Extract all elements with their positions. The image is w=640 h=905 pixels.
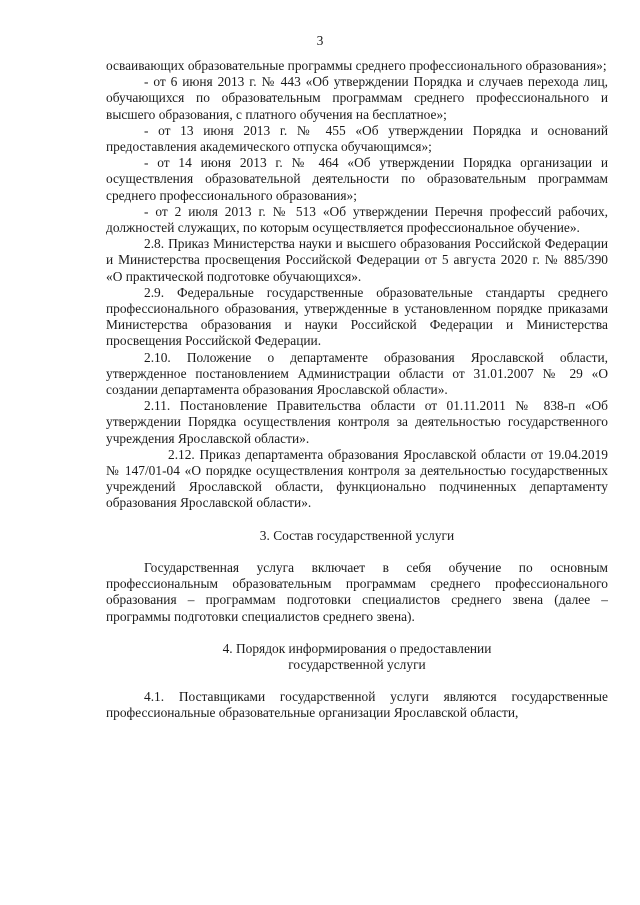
- list-item-order-513: - от 2 июля 2013 г. № 513 «Об утверждении Перечня профессий рабочих, должностей служащих, по которым осуществляется профессиональное обучение».: [106, 203, 608, 236]
- section-3-heading: 3. Состав государственной услуги: [259, 527, 455, 543]
- section-3-text: Государственная услуга включает в себя обучение по основным профессиональным образовательным программам среднего профессионального образования – программам подготовки специалистов среднего звена (далее – программы подготовки специалистов среднего звена).: [106, 559, 608, 624]
- clause-2-9: 2.9. Федеральные государственные образовательные стандарты среднего профессионального образования, утвержденные в установленном порядке приказами Министерства образования и науки Российской Федерации и Министерства просвещения Российской Федерации.: [106, 284, 608, 349]
- document-body: [106, 58, 608, 722]
- list-item-order-455: - от 13 июня 2013 г. № 455 «Об утверждении Порядка и оснований предоставления академического отпуска обучающимся»;: [106, 122, 608, 155]
- clause-2-12: 2.12. Приказ департамента образования Ярославской области от 19.04.2019 № 147/01-04 «О порядке осуществления контроля за деятельностью государственных учреждений Ярославской области, функционально подчиненных департаменту образования Ярославской области».: [106, 446, 608, 511]
- clause-2-10: 2.10. Положение о департаменте образования Ярославской области, утвержденное постановлением Администрации области от 31.01.2007 № 29 «О создании департамента образования Ярославской области».: [106, 349, 608, 398]
- section-4-heading-line1: 4. Порядок информирования о предоставлении: [222, 640, 492, 656]
- clause-2-8: 2.8. Приказ Министерства науки и высшего образования Российской Федерации и Министерства просвещения Российской Федерации от 5 августа 2020 г. № 885/390 «О практической подготовке обучающихся».: [106, 236, 608, 284]
- list-item-order-443: - от 6 июня 2013 г. № 443 «Об утверждении Порядка и случаев перехода лиц, обучающихся по образовательным программам среднего профессионального и высшего образования, с платного обучения на бесплатное»;: [106, 74, 608, 122]
- clause-4-1: 4.1. Поставщиками государственной услуги являются государственные профессиональные образовательные организации Ярославской области,: [106, 689, 608, 721]
- clause-2-11: 2.11. Постановление Правительства области от 01.11.2011 № 838-п «Об утверждении Порядка осуществления контроля за деятельностью государственного учреждения Ярославской области».: [106, 398, 608, 446]
- section-4-heading-line2: государственной услуги: [288, 656, 426, 672]
- list-item-order-464: - от 14 июня 2013 г. № 464 «Об утверждении Порядка организации и осуществления образовательной деятельности по образовательным программам среднего профессионального образования»;: [106, 155, 608, 203]
- page-number: 3: [316, 33, 324, 48]
- paragraph-continuation: осваивающих образовательные программы среднего профессионального образования»;: [106, 58, 607, 73]
